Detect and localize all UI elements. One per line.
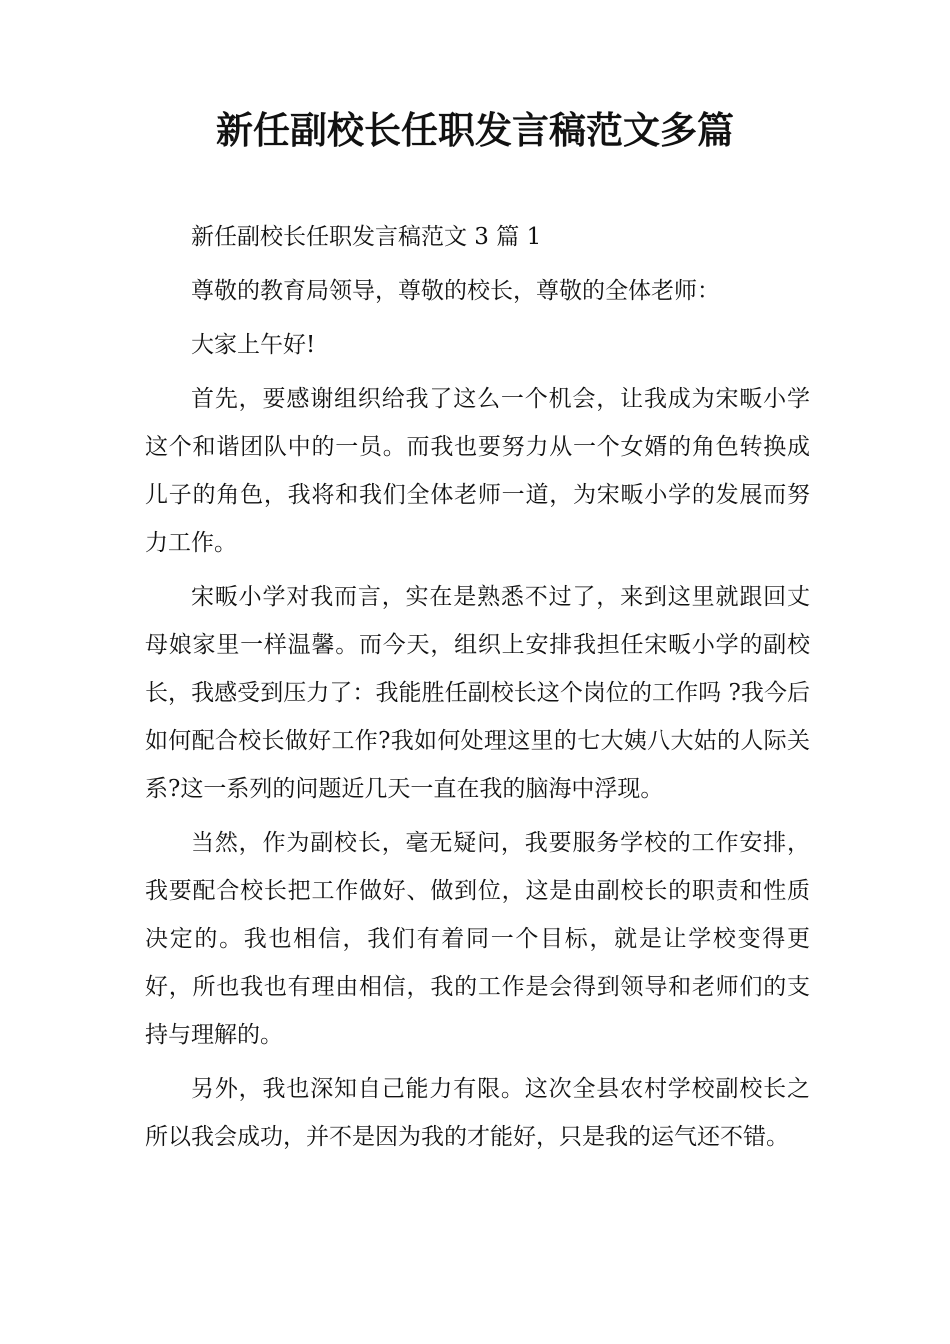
salutation: 尊敬的教育局领导，尊敬的校长，尊敬的全体老师： — [191, 278, 720, 304]
document-title: 新任副校长任职发言稿范文多篇 — [216, 109, 734, 152]
document-body — [145, 213, 810, 1167]
paragraph: 另外，我也深知自己能力有限。这次全县农村学校副校长之所以我会成功，并不是因为我的才能好，只是我的运气还不错。 — [145, 1076, 810, 1150]
paragraph: 首先，要感谢组织给我了这么一个机会，让我成为宋畈小学这个和谐团队中的一员。而我也要努力从一个女婿的角色转换成儿子的角色，我将和我们全体老师一道，为宋畈小学的发展而努力工作。 — [145, 386, 810, 556]
paragraph: 宋畈小学对我而言，实在是熟悉不过了，来到这里就跟回丈母娘家里一样温馨。而今天，组织上安排我担任宋畈小学的副校长，我感受到压力了：我能胜任副校长这个岗位的工作吗 ?我今后如何配合校长做好工作?我如何处理这里的七大姨八大姑的人际关系?这一系列的问题近几天一直在我的脑海中浮现。 — [145, 584, 810, 802]
greeting: 大家上午好! — [191, 332, 316, 358]
section-heading: 新任副校长任职发言稿范文 3 篇 1 — [191, 224, 542, 250]
paragraph: 当然，作为副校长，毫无疑问，我要服务学校的工作安排，我要配合校长把工作做好、做到位，这是由副校长的职责和性质决定的。我也相信，我们有着同一个目标，就是让学校变得更好，所也我也有理由相信，我的工作是会得到领导和老师们的支持与理解的。 — [145, 830, 810, 1048]
